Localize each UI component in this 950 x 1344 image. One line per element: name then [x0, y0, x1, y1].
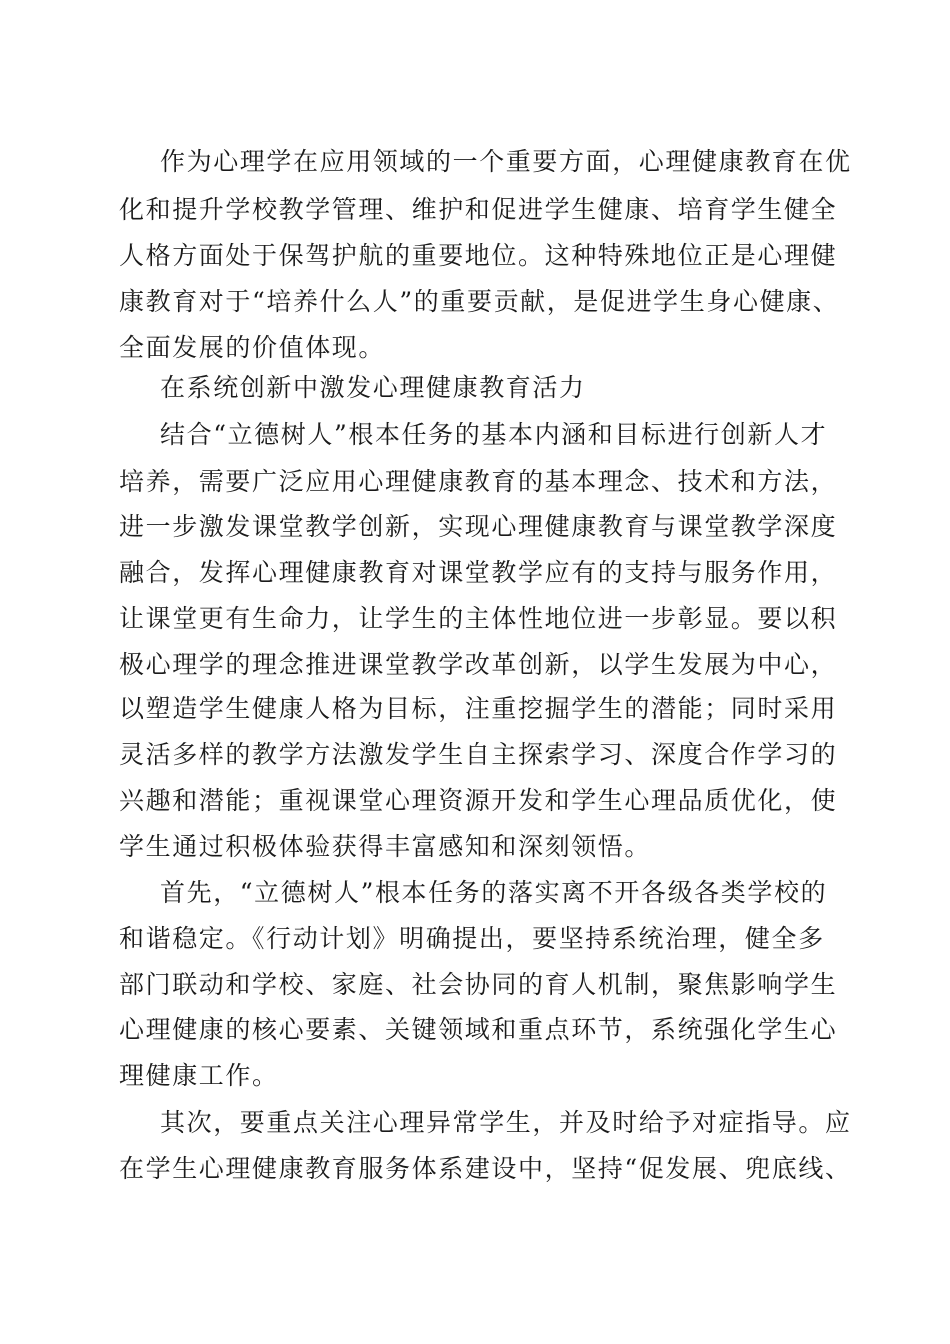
paragraph-3-line-3: 部门联动和学校、家庭、社会协同的育人机制，聚焦影响学生 [119, 970, 838, 999]
paragraph-4-line-1: 其次，要重点关注心理异常学生，并及时给予对症指导。应 [160, 1108, 852, 1137]
paragraph-1-line-2: 化和提升学校教学管理、维护和促进学生健康、培育学生健全 [119, 195, 838, 224]
paragraph-3-line-2: 和谐稳定。《行动计划》明确提出，要坚持系统治理，健全多 [119, 924, 825, 953]
paragraph-2-line-5: 让课堂更有生命力，让学生的主体性地位进一步彰显。要以积 [119, 604, 838, 633]
paragraph-4-line-2: 在学生心理健康教育服务体系建设中，坚持“促发展、兜底线、 [119, 1154, 852, 1183]
paragraph-2-line-2: 培养，需要广泛应用心理健康教育的基本理念、技术和方法， [119, 467, 838, 496]
paragraph-1-line-4: 康教育对于“培养什么人”的重要贡献，是促进学生身心健康、 [119, 287, 840, 316]
paragraph-1-line-1: 作为心理学在应用领域的一个重要方面，心理健康教育在优 [160, 147, 852, 176]
paragraph-3-line-4: 心理健康的核心要素、关键领域和重点环节，系统强化学生心 [119, 1015, 838, 1044]
section-heading: 在系统创新中激发心理健康教育活力 [160, 373, 586, 402]
paragraph-2-line-7: 以塑造学生健康人格为目标，注重挖掘学生的潜能；同时采用 [119, 694, 838, 723]
paragraph-3-line-1: 首先，“立德树人”根本任务的落实离不开各级各类学校的 [160, 878, 828, 907]
paragraph-2-line-3: 进一步激发课堂教学创新，实现心理健康教育与课堂教学深度 [119, 512, 838, 541]
paragraph-2-line-9: 兴趣和潜能；重视课堂心理资源开发和学生心理品质优化，使 [119, 786, 838, 815]
paragraph-1-line-3: 人格方面处于保驾护航的重要地位。这种特殊地位正是心理健 [119, 241, 838, 270]
paragraph-2-line-8: 灵活多样的教学方法激发学生自主探索学习、深度合作学习的 [119, 740, 838, 769]
paragraph-2-line-10: 学生通过积极体验获得丰富感知和深刻领悟。 [119, 832, 652, 861]
paragraph-2-line-1: 结合“立德树人”根本任务的基本内涵和目标进行创新人才 [160, 420, 828, 449]
paragraph-2-line-4: 融合，发挥心理健康教育对课堂教学应有的支持与服务作用， [119, 558, 838, 587]
paragraph-2-line-6: 极心理学的理念推进课堂教学改革创新，以学生发展为中心， [119, 650, 838, 679]
paragraph-1-line-5: 全面发展的价值体现。 [119, 333, 386, 362]
paragraph-3-line-5: 理健康工作。 [119, 1061, 279, 1090]
